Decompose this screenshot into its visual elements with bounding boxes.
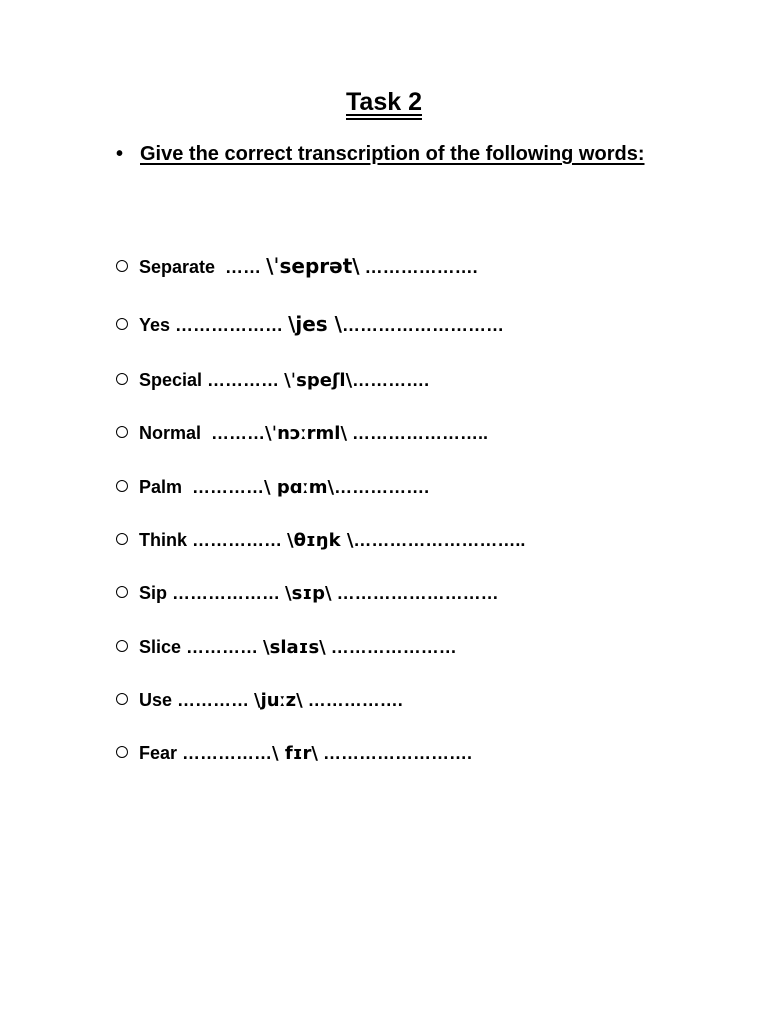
item-word: Sip [139,583,168,603]
circle-bullet-icon [116,480,128,492]
item-transcription: \θɪŋk \ [287,530,354,551]
circle-bullet-icon [116,533,128,545]
item-dots-after: ……………………. [318,743,473,763]
item-word: Special [139,370,203,390]
item-dots-after: ……………………….. [353,530,526,550]
list-item [116,423,488,444]
list-item [116,743,472,764]
item-dots-after: ……………………… [331,583,499,603]
list-item [116,477,429,498]
list-item [116,637,457,658]
item-transcription: \ˈseprət\ [266,254,360,278]
item-dots-before: …… [215,257,267,277]
page-title [0,88,768,117]
item-dots-before: …………… [177,743,273,763]
item-dots-before: ………… [172,690,255,710]
list-item [116,583,499,604]
item-word: Yes [139,315,171,335]
item-dots-before: ………… [181,637,264,657]
item-dots-before: ……………… [167,583,286,603]
item-word: Use [139,690,173,710]
item-dots-before: ………… [202,370,285,390]
item-transcription: \ˈspeʃl\ [284,370,353,391]
list-item [116,530,525,551]
circle-bullet-icon [116,373,128,385]
circle-bullet-icon [116,426,128,438]
instruction [116,138,646,171]
item-dots-before: ……… [201,423,266,443]
item-dots-before: ……………… [170,315,289,335]
item-word: Fear [139,743,178,763]
item-dots-after: …………. [352,370,430,390]
item-transcription: \slaɪs\ [263,637,326,658]
item-dots-after: ………………. [359,257,478,277]
item-transcription: \jes \ [288,312,342,336]
circle-bullet-icon [116,260,128,272]
item-dots-after: ……………. [334,477,430,497]
item-dots-after: ……………. [302,690,403,710]
circle-bullet-icon [116,318,128,330]
item-transcription: \sɪp\ [285,583,332,604]
item-word: Slice [139,637,182,657]
item-dots-after: ……………………… [341,315,504,335]
item-dots-after: ………………… [325,637,457,657]
circle-bullet-icon [116,586,128,598]
item-transcription: \ fɪr\ [272,743,318,764]
item-dots-before: ………… [182,477,265,497]
list-item [116,254,478,278]
instruction-text: Give the correct transcription of the following words: [140,143,645,165]
item-word: Think [139,530,187,550]
item-word: Palm [139,477,183,497]
item-transcription: \juːz\ [254,690,303,711]
list-item [116,690,403,711]
bullet-icon: • [116,143,124,165]
item-dots-before: …………… [187,530,288,550]
item-word: Separate [139,257,216,277]
list-item [116,370,429,391]
circle-bullet-icon [116,746,128,758]
item-word: Normal [139,423,202,443]
circle-bullet-icon [116,693,128,705]
circle-bullet-icon [116,640,128,652]
title-text: Task 2 [346,88,422,116]
list-item [116,312,504,336]
item-transcription: \ pɑːm\ [264,477,335,498]
item-transcription: \ˈnɔːrml\ [265,423,348,444]
item-dots-after: ………………….. [347,423,489,443]
